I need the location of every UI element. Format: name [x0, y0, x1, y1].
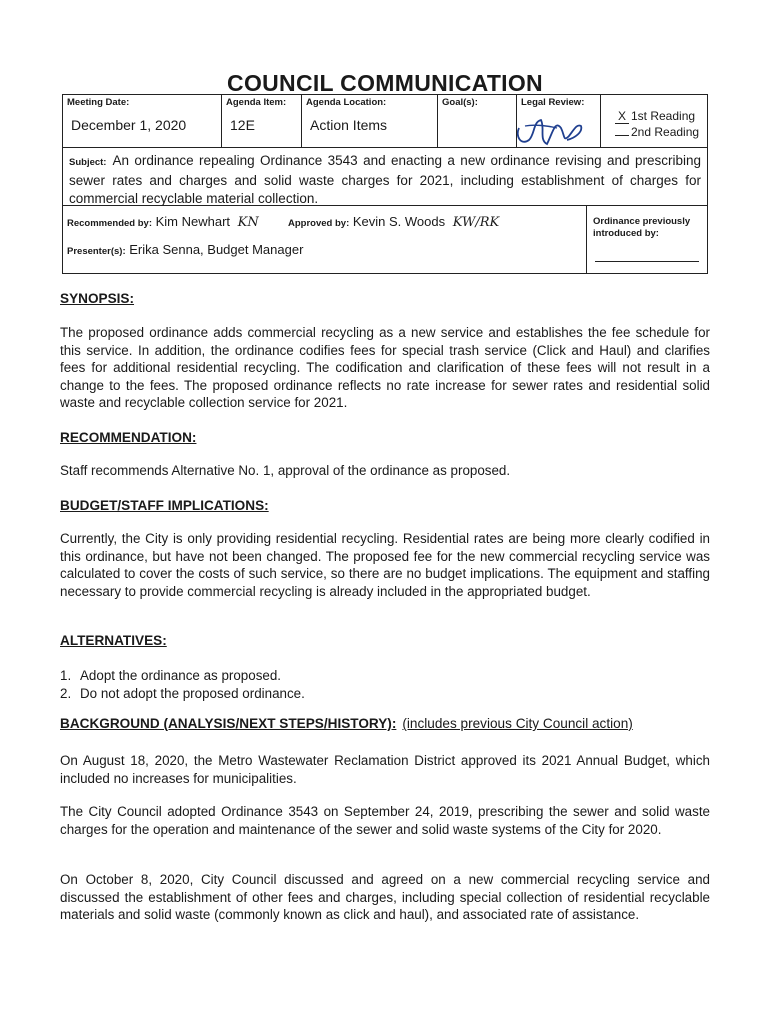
legal-review-cell: [516, 95, 600, 147]
goals-cell: [437, 95, 516, 147]
alternative-text: Do not adopt the proposed ordinance.: [80, 685, 305, 701]
budget-heading: BUDGET/STAFF IMPLICATIONS:: [60, 498, 269, 513]
presenters-line: [67, 242, 303, 257]
second-reading: [615, 125, 699, 139]
legal-review-label: Legal Review:: [521, 97, 585, 108]
ordinance-previously-box: [586, 206, 707, 273]
alternatives-heading: ALTERNATIVES:: [60, 633, 167, 648]
alternative-number: 2.: [60, 685, 72, 701]
approved-by-label: Approved by:: [288, 218, 350, 229]
synopsis-section: [60, 324, 710, 412]
alternatives-list: [60, 667, 305, 702]
synopsis-heading: SYNOPSIS:: [60, 291, 135, 306]
agenda-location-value: Action Items: [310, 117, 388, 133]
alternative-number: 1.: [60, 668, 72, 683]
subject-block: [63, 148, 707, 206]
presenters-label: Presenter(s):: [67, 246, 126, 257]
background-paragraph-2: The City Council adopted Ordinance 3543 on September 24, 2019, prescribing the sewer and solid waste charges for the operation and maintenance of the sewer and solid waste systems of the City for 2020.: [60, 804, 710, 837]
first-reading-mark: X: [615, 109, 629, 124]
background-section-2: [60, 803, 710, 838]
background-section: [60, 752, 710, 787]
meeting-date-value: December 1, 2020: [71, 117, 187, 133]
recommended-initials: KN: [237, 215, 259, 230]
budget-text: Currently, the City is only providing residential recycling. Residential rates are being more clearly codified in this ordinance, but have not been changed. The proposed fee for the new commercial recycling service was calculated to cover the costs of such service, so there are no budget implications. The equipment and staffing necessary to provide commercial recycling is already included in the appropriated budget.: [60, 531, 710, 599]
second-reading-mark: [615, 135, 629, 136]
budget-section: [60, 530, 710, 600]
background-paragraph-1: On August 18, 2020, the Metro Wastewater Reclamation District approved its 2021 Annual Budget, which included no increases for municipalities.: [60, 753, 710, 786]
recommendation-heading: RECOMMENDATION:: [60, 430, 197, 445]
agenda-item-value: 12E: [230, 117, 255, 133]
ordinance-previously-label: Ordinance previously introduced by:: [593, 216, 691, 239]
background-heading-text: BACKGROUND (ANALYSIS/NEXT STEPS/HISTORY):: [60, 716, 397, 731]
first-reading-label: 1st Reading: [631, 109, 696, 123]
subject-label: Subject:: [69, 157, 107, 168]
presenters-name: Erika Senna, Budget Manager: [129, 242, 304, 257]
synopsis-text: The proposed ordinance adds commercial recycling as a new service and establishes the fee schedule for this service. In addition, the ordinance codifies fees for special trash service (Click and Haul) and clarifies fees for additional residential recycling. The codification and clarification of these fees will not result in a change to the fees. The proposed ordinance reflects no rate increase for sewer rates and residential solid waste and recyclable collection service for 2021.: [60, 325, 710, 411]
list-item: [60, 667, 305, 685]
recommended-by-name: Kim Newhart: [155, 214, 231, 229]
recommendation-text: Staff recommends Alternative No. 1, approval of the ordinance as proposed.: [60, 463, 511, 478]
agenda-location-cell: [301, 95, 437, 147]
approved-by-name: Kevin S. Woods: [352, 214, 446, 229]
ordinance-previously-line: [595, 261, 699, 262]
recommended-by-label: Recommended by:: [67, 218, 152, 229]
subject-text: An ordinance repealing Ordinance 3543 and enacting a new ordinance revising and prescribing sewer rates and charges and solid waste charges for 2021, including establishment of charges for commercial recyclable material collection.: [69, 153, 701, 206]
first-reading: [615, 109, 695, 124]
page-title: COUNCIL COMMUNICATION: [227, 70, 543, 96]
list-item: [60, 685, 305, 703]
agenda-location-label: Agenda Location:: [306, 97, 387, 108]
background-paragraph-3: On October 8, 2020, City Council discussed and agreed on a new commercial recycling service and discussed the establishment of other fees and charges, including special collection of residential recyclable materials and solid waste (commonly known as click and haul), and associated rate of assistance.: [60, 872, 710, 923]
header-row: [63, 95, 707, 148]
goals-label: Goal(s):: [442, 97, 478, 108]
recommendation-section: [60, 462, 710, 480]
meeting-date-label: Meeting Date:: [67, 97, 130, 108]
agenda-item-label: Agenda Item:: [226, 97, 287, 108]
agenda-item-cell: [221, 95, 301, 147]
reading-cell: [600, 95, 709, 147]
second-reading-label: 2nd Reading: [631, 125, 700, 139]
header-table: [62, 94, 708, 274]
background-heading: [60, 716, 633, 731]
meeting-date-cell: [63, 95, 221, 147]
recommendation-area: [63, 206, 586, 273]
background-section-3: [60, 871, 710, 924]
recommended-by-line: [67, 214, 499, 230]
alternative-text: Adopt the ordinance as proposed.: [80, 668, 282, 683]
background-note: (includes previous City Council action): [402, 716, 633, 731]
approved-initials: KW/RK: [452, 215, 500, 230]
